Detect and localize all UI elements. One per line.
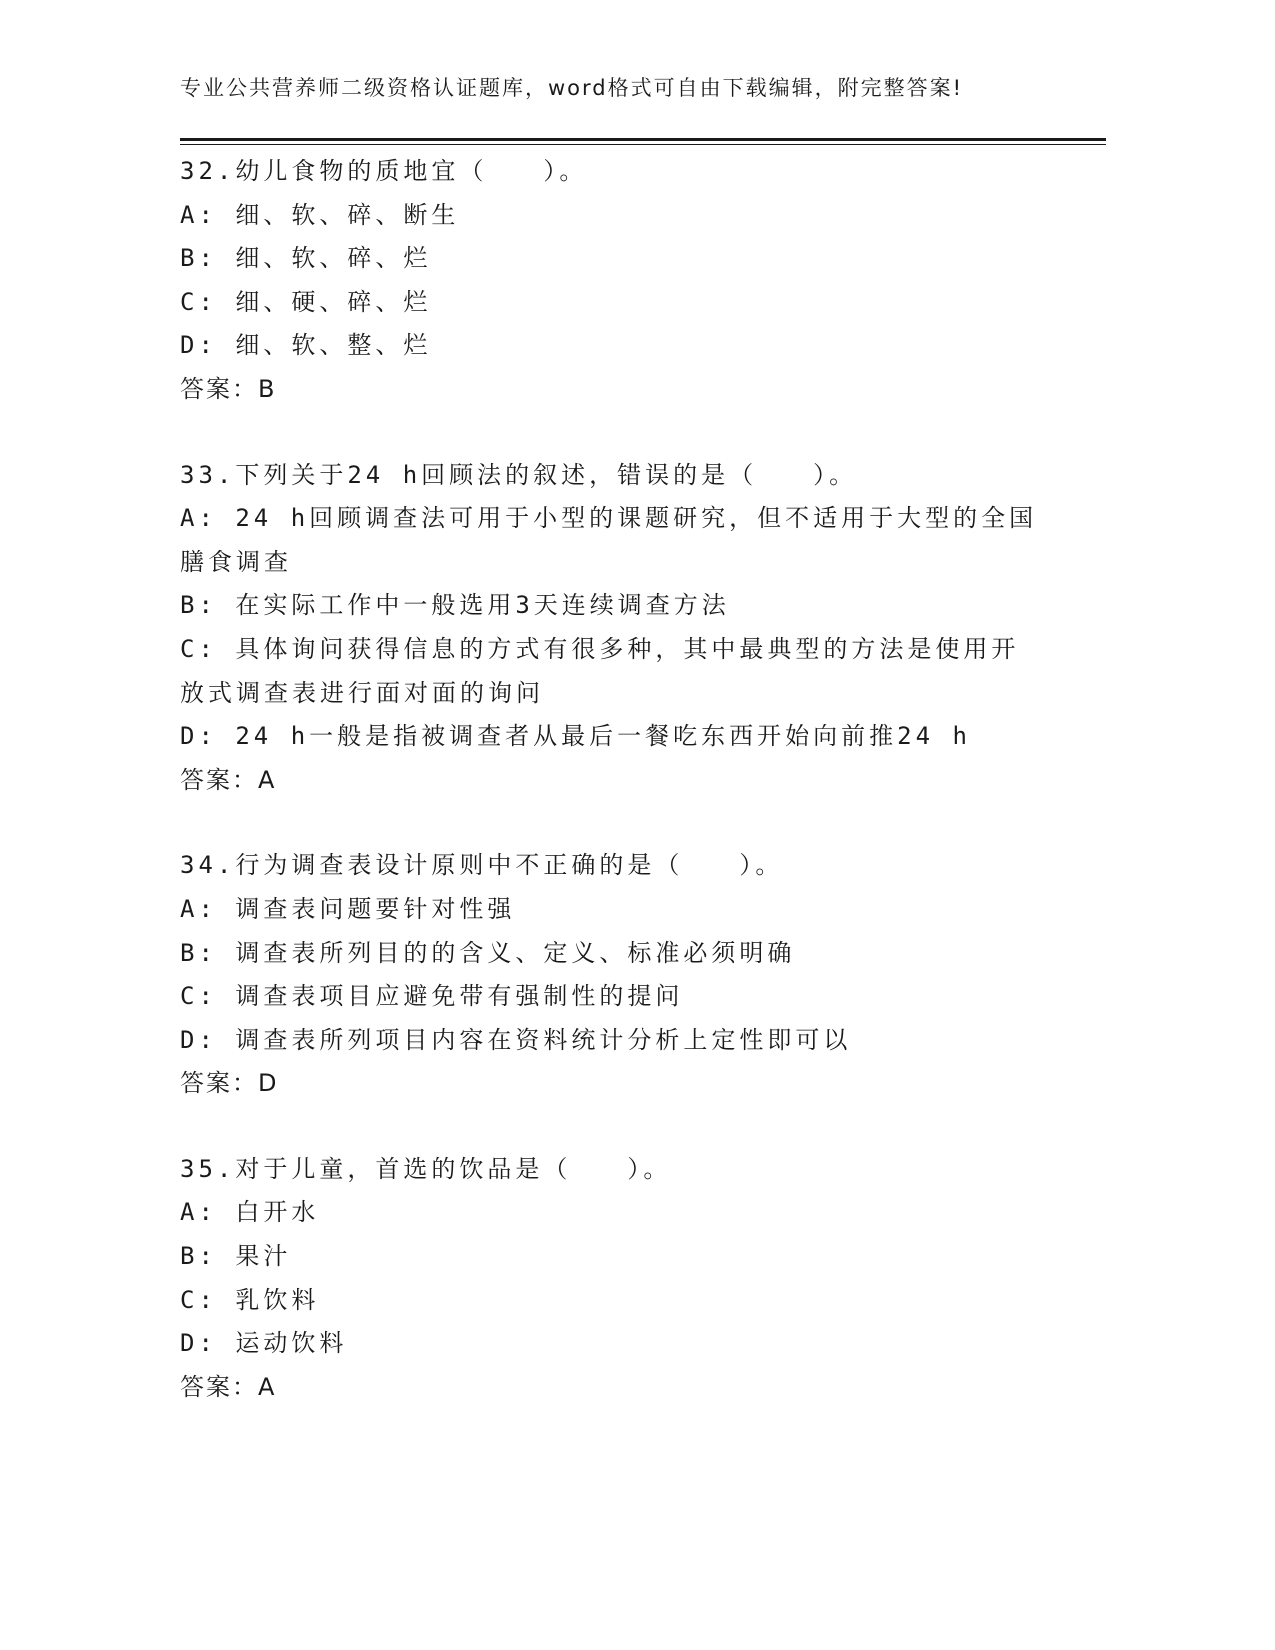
answer-line: 答案：A xyxy=(180,1372,277,1401)
option-c: C: 细、硬、碎、烂 xyxy=(180,287,432,316)
question-stem: 35.对于儿童，首选的饮品是（ ）。 xyxy=(180,1154,672,1183)
answer-line: 答案：D xyxy=(180,1069,279,1098)
option-d: D: 细、软、整、烂 xyxy=(180,331,432,360)
option-b: B: 细、软、碎、烂 xyxy=(180,244,432,273)
question-stem: 33.下列关于24 h回顾法的叙述，错误的是（ ）。 xyxy=(180,460,858,489)
question-33 xyxy=(180,454,1040,803)
question-list xyxy=(180,150,1040,1451)
option-b: B: 在实际工作中一般选用3天连续调查方法 xyxy=(180,591,730,620)
option-d: D: 24 h一般是指被调查者从最后一餐吃东西开始向前推24 h xyxy=(180,722,971,751)
option-c: C: 调查表项目应避免带有强制性的提问 xyxy=(180,982,684,1011)
option-b: B: 果汁 xyxy=(180,1242,292,1271)
option-d: D: 运动饮料 xyxy=(180,1329,348,1358)
option-d: D: 调查表所列项目内容在资料统计分析上定性即可以 xyxy=(180,1025,852,1054)
answer-line: 答案：A xyxy=(180,765,277,794)
option-a: A: 白开水 xyxy=(180,1198,320,1227)
option-b: B: 调查表所列目的的含义、定义、标准必须明确 xyxy=(180,938,796,967)
header-rule-thick xyxy=(180,138,1106,141)
question-32 xyxy=(180,150,1040,412)
page-header: 专业公共营养师二级资格认证题库，word格式可自由下载编辑，附完整答案! xyxy=(180,76,964,100)
header-rule-thin xyxy=(180,144,1106,145)
option-c: C: 乳饮料 xyxy=(180,1285,320,1314)
answer-line: 答案：B xyxy=(180,374,277,403)
option-a: A: 调查表问题要针对性强 xyxy=(180,894,516,923)
question-34 xyxy=(180,844,1040,1106)
option-a: A: 细、软、碎、断生 xyxy=(180,200,460,229)
question-stem: 34.行为调查表设计原则中不正确的是（ ）。 xyxy=(180,851,784,880)
question-35 xyxy=(180,1148,1040,1410)
question-stem: 32.幼儿食物的质地宜（ ）。 xyxy=(180,157,588,185)
option-c: C: 具体询问获得信息的方式有很多种，其中最典型的方法是使用开放式调查表进行面对面的询问 xyxy=(180,634,1020,707)
option-a: A: 24 h回顾调查法可用于小型的课题研究，但不适用于大型的全国膳食调查 xyxy=(180,504,1038,576)
